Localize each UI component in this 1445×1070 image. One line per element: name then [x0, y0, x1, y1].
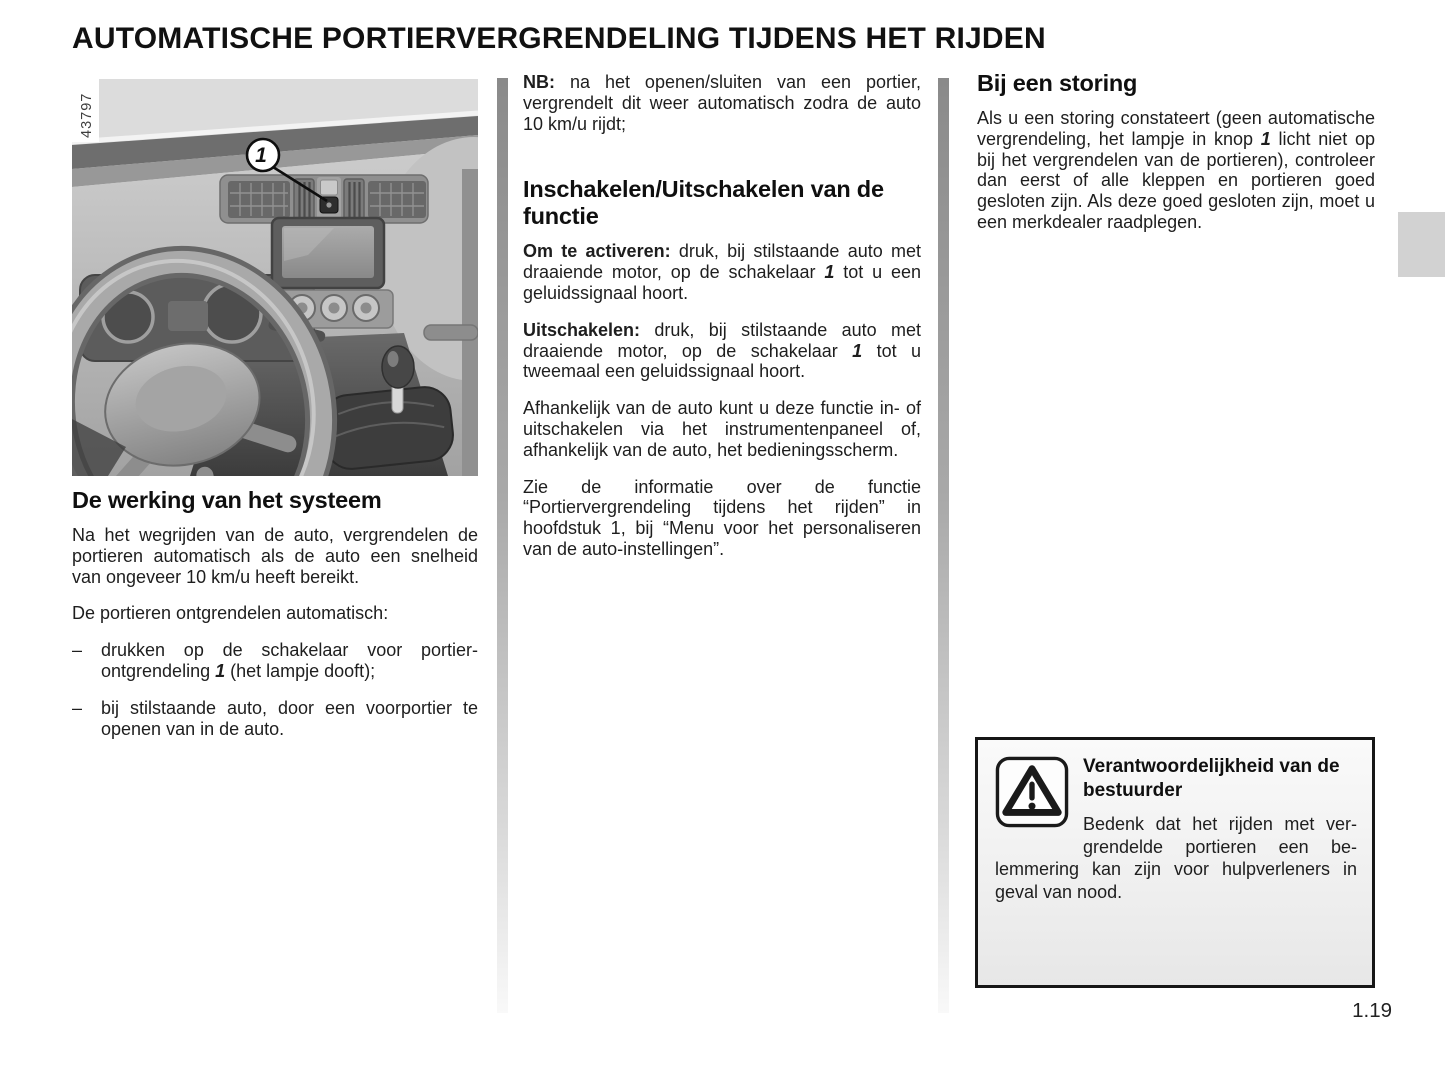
- dashboard-illustration: [72, 79, 478, 476]
- text-segment: druk, bij stilstaande auto met draaiende motor, op de schakelaar: [523, 319, 921, 361]
- warning-body: Bedenk dat het rijden met vergrendelde portieren een belemmering kan zijn voor hulpverleners in geval van nood.: [995, 814, 1357, 902]
- text-segment: na het openen/sluiten van een portier, vergrendelt dit weer automatisch zodra de auto 10 km/u rijdt;: [523, 72, 921, 134]
- dashboard-figure: [72, 79, 478, 476]
- page-number: 1.19: [1352, 999, 1392, 1022]
- touchscreen: [272, 218, 384, 288]
- bullet-item-switch: [72, 640, 478, 682]
- text-segment: licht niet op bij het vergrendelen van de portieren), controleer dan eerst of alle kleppen en portieren goed gesloten zijn. Als deze goed gesloten zijn, moet u een merkdealer raadplegen.: [977, 128, 1375, 232]
- callout-reference: 1: [824, 262, 835, 283]
- activate-label: Om te activeren:: [523, 241, 671, 262]
- text-segment: tot u tweemaal een geluidssignaal hoort.: [523, 340, 922, 382]
- column-divider-right: [938, 78, 949, 1013]
- paragraph-unlock-intro: De portieren ontgrendelen automatisch:: [72, 603, 389, 624]
- bullet-dash: –: [72, 697, 83, 718]
- warning-box: [975, 737, 1375, 988]
- callout-1-label: 1: [255, 144, 267, 167]
- section-heading-system-operation: De werking van het systeem: [72, 487, 382, 513]
- section-heading-malfunction: Bij een storing: [977, 70, 1138, 96]
- left-column: [72, 79, 478, 755]
- text-segment: Als u een storing constateert (geen automatische vergrendeling, het lampje in knop: [977, 108, 1375, 149]
- paragraph-note: [523, 72, 921, 134]
- paragraph-malfunction: [977, 108, 1375, 233]
- warning-triangle-icon: [995, 756, 1069, 828]
- paragraph-depending: Afhankelijk van de auto kunt u deze functie in- of uitschakelen via het instrumentenpaneel of, afhankelijk van de auto, het bedieningsscherm.: [523, 398, 921, 460]
- section-heading-enable-disable: Inschakelen/Uitschakelen van de functie: [523, 176, 884, 230]
- page-title: AUTOMATISCHE PORTIERVERGRENDELING TIJDENS HET RIJDEN: [72, 22, 1046, 55]
- column-divider-left: [497, 78, 508, 1013]
- switch-column: [317, 177, 341, 222]
- figure-ref-number: 43797: [79, 92, 95, 138]
- air-vent-right: [344, 179, 364, 220]
- right-column: [977, 70, 1375, 249]
- bullet-dash: –: [72, 640, 83, 661]
- text-segment: (het lampje dooft);: [225, 660, 376, 681]
- bullet-text: bij stilstaande auto, door een voorportier te openen van in de auto.: [101, 697, 478, 739]
- radio-keypad-left: [228, 181, 290, 218]
- bullet-item-front-door: [72, 698, 478, 740]
- text-segment: druk, bij stilstaande auto met draaiende motor, op de schakelaar: [523, 241, 921, 283]
- callout-reference: 1: [215, 660, 226, 681]
- middle-column: [523, 72, 921, 576]
- text-segment: tot u een geluidssignaal hoort.: [523, 262, 921, 303]
- note-label: NB:: [523, 72, 555, 92]
- paragraph-system-intro: Na het wegrijden van de auto, vergrendelen de portieren automatisch als de auto een snelheid van ongeveer 10 km/u heeft bereikt.: [72, 525, 478, 587]
- callout-reference: 1: [1260, 128, 1271, 149]
- warning-title: Verantwoordelijkheid van de bestuurder: [1083, 756, 1340, 801]
- paragraph-activate: [523, 241, 921, 303]
- chapter-edge-tab: [1398, 212, 1445, 277]
- paragraph-see-info: Zie de informatie over de functie “Portiervergrendeling tijdens het rijden” in hoofdstuk 1, bij “Menu voor het personaliseren van de auto-instellingen”.: [523, 476, 921, 559]
- radio-keypad-right: [368, 181, 426, 218]
- callout-reference: 1: [852, 340, 863, 361]
- paragraph-deactivate: [523, 320, 921, 382]
- deactivate-label: Uitschakelen:: [523, 319, 641, 340]
- text-segment: drukken op de schakelaar voor portierontgrendeling: [101, 640, 478, 681]
- bullet-text: [101, 640, 478, 682]
